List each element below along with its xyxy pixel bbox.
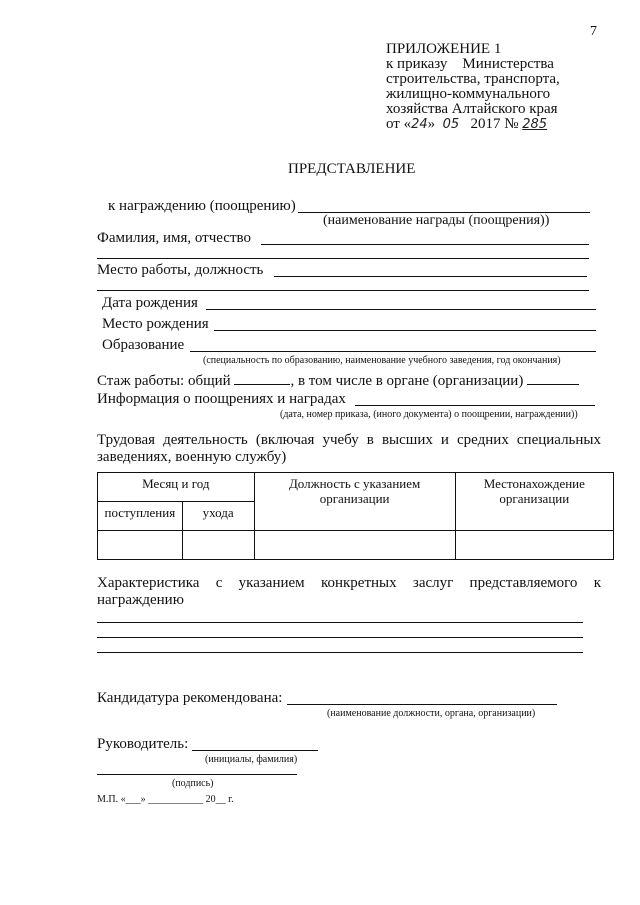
awards-info-field[interactable] (355, 405, 595, 406)
fio-field-line2[interactable] (97, 258, 589, 259)
page-number: 7 (590, 24, 597, 39)
cell-location[interactable] (455, 531, 613, 560)
head-field[interactable] (192, 750, 318, 751)
experience-org-label: , в том числе в органе (организации) (290, 373, 524, 389)
appendix-title: ПРИЛОЖЕНИЕ 1 (386, 41, 502, 57)
awards-info-label: Информация о поощрениях и наградах (97, 391, 346, 407)
workplace-field[interactable] (274, 276, 587, 277)
col-start: поступления (98, 502, 183, 531)
education-label: Образование (102, 337, 185, 353)
signature-field[interactable] (97, 774, 297, 775)
birthdate-label: Дата рождения (102, 295, 198, 311)
appendix-line3: жилищно-коммунального (386, 86, 551, 102)
head-hint: (инициалы, фамилия) (205, 754, 298, 765)
cell-end[interactable] (182, 531, 254, 560)
col-end: ухода (182, 502, 254, 531)
appendix-line4: хозяйства Алтайского края (386, 101, 558, 117)
characteristic-line-3[interactable] (97, 652, 583, 653)
candidacy-field[interactable] (287, 704, 557, 705)
cell-position[interactable] (254, 531, 455, 560)
appendix-line2: строительства, транспорта, (386, 71, 560, 87)
signature-hint: (подпись) (172, 778, 214, 789)
date-mid: » (427, 116, 436, 132)
workplace-label: Место работы, должность (97, 262, 264, 278)
col-position: Должность с указанием организации (254, 473, 455, 531)
work-history-table (97, 472, 614, 560)
fio-field[interactable] (261, 244, 589, 245)
col-month-year: Месяц и год (98, 473, 255, 502)
education-field[interactable] (190, 351, 596, 352)
candidacy-hint: (наименование должности, органа, организации) (327, 708, 536, 719)
cell-start[interactable] (98, 531, 183, 560)
awards-info-hint: (дата, номер приказа, (иного документа) о поощрении, награждении)) (280, 409, 578, 420)
fio-label: Фамилия, имя, отчество (97, 230, 251, 246)
table-header-row (98, 473, 614, 502)
labor-activity-text: Трудовая деятельность (включая учебу в высших и средних специальных заведениях, военную службу) (97, 432, 601, 465)
form-heading: ПРЕДСТАВЛЕНИЕ (288, 161, 416, 177)
head-label: Руководитель: (97, 736, 189, 752)
birthdate-field[interactable] (206, 309, 596, 310)
birthplace-label: Место рождения (102, 316, 209, 332)
characteristic-line-2[interactable] (97, 637, 583, 638)
table-row[interactable] (98, 531, 614, 560)
date-month-handwritten: 05 (442, 117, 460, 132)
birthplace-field[interactable] (214, 330, 596, 331)
workplace-field-line2[interactable] (97, 290, 589, 291)
stamp-date-line: М.П. «___» ___________ 20__ г. (97, 794, 234, 805)
candidacy-label: Кандидатура рекомендована: (97, 690, 283, 706)
experience-org-field[interactable] (527, 372, 579, 385)
experience-total-field[interactable] (234, 372, 290, 385)
date-prefix: от « (386, 116, 412, 132)
appendix-order-prefix: к приказу (386, 56, 448, 72)
order-number-handwritten: 285 (522, 117, 548, 132)
characteristic-line-1[interactable] (97, 622, 583, 623)
experience-total-label: Стаж работы: общий (97, 373, 231, 389)
col-location: Местонахождение организации (455, 473, 613, 531)
appendix-date-line (386, 116, 547, 133)
education-hint: (специальность по образованию, наименование учебного заведения, год окончания) (203, 355, 561, 366)
award-hint: (наименование награды (поощрения)) (323, 213, 550, 228)
characteristic-text: Характеристика с указанием конкретных заслуг представляемого к награждению (97, 575, 601, 608)
experience-line (97, 372, 579, 390)
date-day-handwritten: 24 (411, 117, 428, 132)
date-year: 2017 № (470, 116, 519, 132)
appendix-ministry: Министерства (462, 56, 554, 72)
award-label: к награждению (поощрению) (108, 198, 296, 214)
